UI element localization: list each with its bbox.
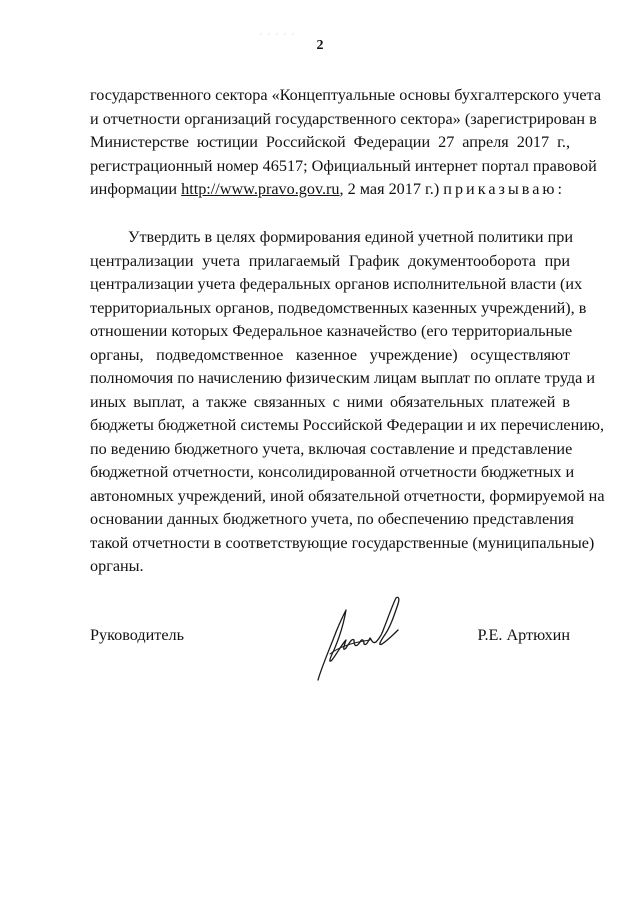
order-word: приказываю: [443,180,565,198]
paragraph-1-line: Министерстве юстиции Российской Федерации 27 апреля 2017 г., [90,133,570,151]
paragraph-2-line: централизации учета федеральных органов исполнительной власти (их [90,275,583,293]
paragraph-2-line: автономных учреждений, иной обязательной отчетности, формируемой на [90,486,605,505]
paragraph-2-line: централизации учета прилагаемый График документооборота при [90,251,570,270]
scan-speck [260,22,300,24]
paragraph-2-line: основании данных бюджетного учета, по обеспечению представления [90,510,574,528]
paragraph-2-line: органы. [90,557,144,575]
signer-name: Р.Е. Артюхин [477,626,570,644]
paragraph-2-line: отношении которых Федеральное казначейство (его территориальные [90,322,573,340]
paragraph-2-line: Утвердить в целях формирования единой учетной политики при [128,228,574,246]
page-number: 2 [316,38,324,53]
pravo-link[interactable]: http://www.pravo.gov.ru [181,180,340,198]
signer-position: Руководитель [90,626,185,644]
paragraph-2-line: бюджетной отчетности, консолидированной отчетности бюджетных и [90,463,575,481]
paragraph-2-line: такой отчетности в соответствующие государственные (муниципальные) [90,533,595,552]
paragraph-1-line: государственного сектора «Концептуальные основы бухгалтерского учета [90,86,602,104]
paragraph-2-line: территориальных органов, подведомственных казенных учреждений), в [90,298,587,317]
paragraph-1-line: регистрационный номер 46517; Официальный интернет портал правовой [90,156,597,175]
paragraph-1-text: информации [90,180,182,198]
handwritten-signature [300,588,420,688]
paragraph-1 [90,84,602,202]
paragraph-2-line: органы, подведомственное казенное учреждение) осуществляют [90,345,570,364]
paragraph-1-line-last [90,178,570,202]
paragraph-2 [90,226,605,579]
paragraph-2-line: по ведению бюджетного учета, включая составление и представление [90,439,573,458]
paragraph-1-date: , 2 мая 2017 г.) [339,180,444,198]
paragraph-2-line: бюджеты бюджетной системы Российской Федерации и их перечислению, [90,416,605,434]
paragraph-2-line: иных выплат, а также связанных с ними обязательных платежей в [90,392,570,411]
paragraph-1-line: и отчетности организаций государственного сектора» (зарегистрирован в [90,109,597,128]
paragraph-2-line: полномочия по начислению физическим лицам выплат по оплате труда и [90,369,596,387]
